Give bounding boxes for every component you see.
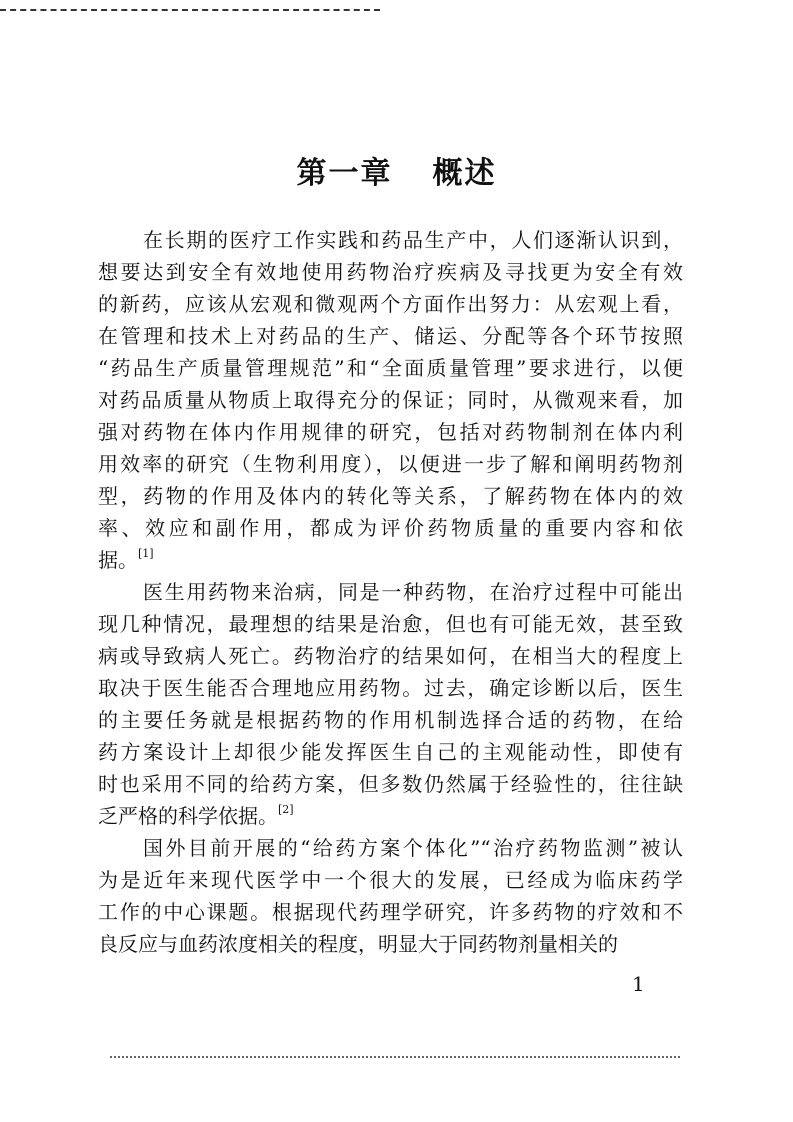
text-line — [98, 416, 683, 448]
text-line-content: 时也采用不同的给药方案，但多数仍然属于经验性的，往往缺 — [98, 772, 683, 796]
text-line — [98, 672, 683, 704]
paragraph — [98, 832, 683, 960]
paragraph — [98, 224, 683, 576]
text-line — [98, 864, 683, 896]
text-line-content: 乏严格的科学依据。 — [98, 804, 278, 828]
text-line — [98, 320, 683, 352]
text-line-content: 为是近年来现代医学中一个很大的发展，已经成为临床药学 — [98, 868, 683, 892]
text-line — [98, 608, 683, 640]
text-line — [98, 704, 683, 736]
text-line — [98, 512, 683, 544]
text-line — [98, 352, 683, 384]
scan-bottom-noise-artifact — [110, 1056, 680, 1058]
text-line-content: 据。 — [98, 548, 138, 572]
citation-reference: [1] — [138, 547, 154, 560]
chapter-number: 第一章 — [296, 156, 393, 191]
text-line-content: 的主要任务就是根据药物的作用机制选择合适的药物，在给 — [98, 708, 683, 732]
text-line — [98, 544, 683, 576]
text-line — [98, 288, 683, 320]
text-line-content: 强对药物在体内作用规律的研究，包括对药物制剂在体内利 — [98, 420, 683, 444]
text-line-content: 在长期的医疗工作实践和药品生产中，人们逐渐认识到， — [143, 228, 683, 252]
text-line-content: 率、效应和副作用，都成为评价药物质量的重要内容和依 — [98, 516, 683, 540]
text-line — [98, 800, 683, 832]
text-line — [98, 896, 683, 928]
text-line — [98, 448, 683, 480]
paragraph — [98, 576, 683, 832]
text-line — [98, 256, 683, 288]
text-line — [98, 640, 683, 672]
body-text — [98, 224, 683, 960]
text-line-content: 想要达到安全有效地使用药物治疗疾病及寻找更为安全有效 — [98, 260, 683, 284]
text-line-content: 对药品质量从物质上取得充分的保证；同时，从微观来看，加 — [98, 388, 683, 412]
text-line-content: 在管理和技术上对药品的生产、储运、分配等各个环节按照 — [98, 324, 683, 348]
text-line-content: 型，药物的作用及体内的转化等关系，了解药物在体内的效 — [98, 484, 683, 508]
text-line-content: 工作的中心课题。根据现代药理学研究，许多药物的疗效和不 — [98, 900, 683, 924]
text-line — [98, 928, 683, 960]
text-line — [98, 576, 683, 608]
text-line-content: 药方案设计上却很少能发挥医生自己的主观能动性，即使有 — [98, 740, 683, 764]
text-line-content: 病或导致病人死亡。药物治疗的结果如何，在相当大的程度上 — [98, 644, 683, 668]
text-line — [98, 832, 683, 864]
citation-reference: [2] — [278, 803, 294, 816]
text-line — [98, 224, 683, 256]
text-line-content: 用效率的研究（生物利用度），以便进一步了解和阐明药物剂 — [98, 452, 683, 476]
page-number: 1 — [632, 972, 645, 996]
chapter-title: 概述 — [432, 156, 497, 191]
text-line — [98, 736, 683, 768]
text-line-content: 良反应与血药浓度相关的程度，明显大于同药物剂量相关的 — [98, 932, 618, 956]
text-line-content: 国外目前开展的“给药方案个体化”“治疗药物监测”被认 — [143, 836, 683, 860]
text-line-content: “药品生产质量管理规范”和“全面质量管理”要求进行，以便 — [98, 356, 683, 380]
text-line-content: 取决于医生能否合理地应用药物。过去，确定诊断以后，医生 — [98, 676, 683, 700]
scan-top-dash-artifact — [0, 9, 380, 11]
text-line — [98, 768, 683, 800]
chapter-heading — [0, 148, 793, 192]
text-line — [98, 384, 683, 416]
text-line-content: 现几种情况，最理想的结果是治愈，但也有可能无效，甚至致 — [98, 612, 683, 636]
text-line-content: 医生用药物来治病，同是一种药物，在治疗过程中可能出 — [143, 580, 683, 604]
text-line — [98, 480, 683, 512]
text-line-content: 的新药，应该从宏观和微观两个方面作出努力：从宏观上看， — [98, 292, 683, 316]
